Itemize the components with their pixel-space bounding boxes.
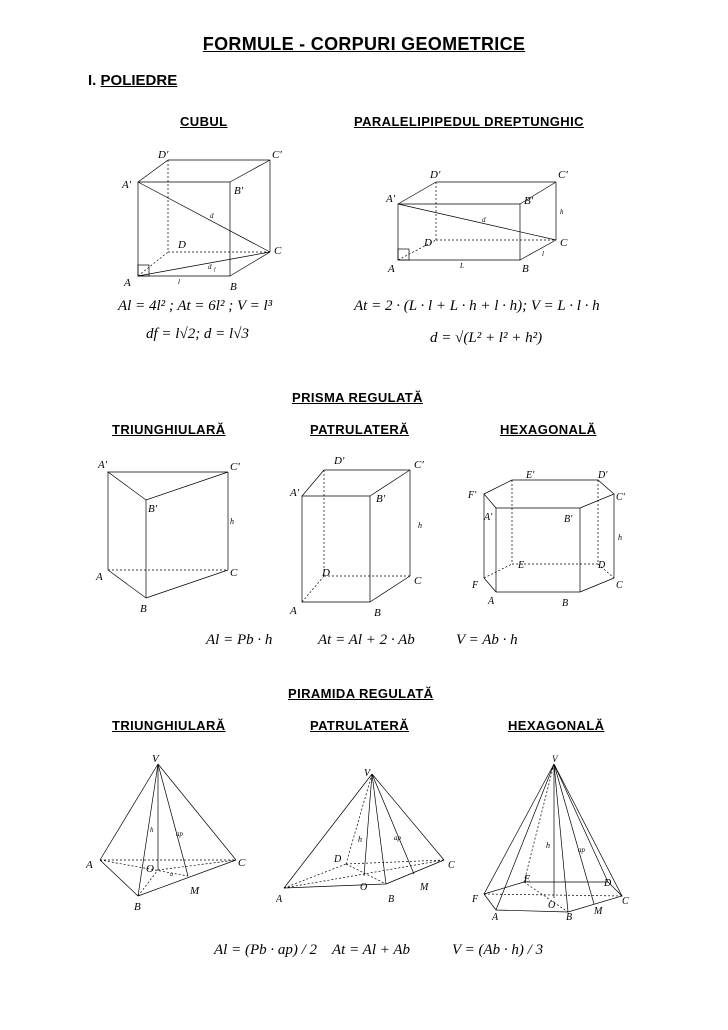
tri-prism-label-h: h <box>230 517 234 526</box>
tri-prism-label-b: B <box>140 603 147 615</box>
quad-pyr-label-b: B <box>388 894 395 905</box>
quad-prism-label-bp: B' <box>376 493 386 505</box>
cube-label-cp: C' <box>272 149 282 161</box>
tri-prism-label-c: C <box>230 567 238 579</box>
para-label-d: D <box>424 237 432 249</box>
quadrilateral-prism-diagram <box>288 450 448 622</box>
hex-pyr-label-b: B <box>566 912 573 922</box>
pyramid-heading: PIRAMIDA REGULATĂ <box>288 686 434 701</box>
quad-pyr-label-o: O <box>360 882 368 893</box>
pyramid-formula-at: At = Al + Ab <box>332 942 411 958</box>
prism-heading: PRISMA REGULATĂ <box>292 390 423 405</box>
quad-pyr-label-a: A <box>276 894 283 905</box>
tri-pyr-label-a-lower: a <box>170 872 173 878</box>
quad-prism-label-d: D <box>322 567 330 579</box>
hex-prism-label-fp: F' <box>468 490 477 501</box>
cube-label-c: C <box>274 245 282 257</box>
cube-formula-2: df = l√2; d = l√3 <box>146 326 249 342</box>
hex-prism-label-a: A <box>488 596 495 607</box>
quad-pyr-label-m: M <box>420 882 429 893</box>
hex-pyr-label-f: F <box>472 894 479 905</box>
prism-formula-v: V = Ab · h <box>456 632 518 648</box>
para-label-bp: B' <box>524 195 534 207</box>
cube-label-b: B <box>230 281 237 293</box>
section-heading <box>88 72 177 89</box>
parallelepiped-heading: PARALELIPIPEDUL DREPTUNGHIC <box>354 114 584 129</box>
hex-pyr-label-m: M <box>594 906 603 917</box>
quad-prism-label-ap: A' <box>290 487 300 499</box>
hex-prism-label-c: C <box>616 580 623 591</box>
cube-formula-1: Al = 4l² ; At = 6l² ; V = l³ <box>118 298 273 314</box>
hex-pyr-label-h: h <box>546 841 550 850</box>
hex-prism-label-h: h <box>618 533 622 542</box>
cube-label-ap: A' <box>122 179 132 191</box>
cube-label-bp: B' <box>234 185 244 197</box>
hex-prism-label-f: F <box>472 580 479 591</box>
cube-label-dp: D' <box>158 149 169 161</box>
section-name: POLIEDRE <box>100 72 178 89</box>
tri-pyr-label-b: B <box>134 901 141 913</box>
para-label-a: A <box>388 263 395 275</box>
pyramid-formula-v: V = (Ab · h) / 3 <box>452 942 544 958</box>
cube-label-diag: d <box>210 212 214 220</box>
tri-prism-label-ap: A' <box>98 459 108 471</box>
parallelepiped-formula-1: At = 2 · (L · l + L · h + l · h); V = L · l · h <box>354 298 600 314</box>
pyramid-type-triangular: TRIUNGHIULARĂ <box>112 718 226 733</box>
cube-label-a: A <box>124 277 131 289</box>
parallelepiped-formula-2: d = √(L² + l² + h²) <box>430 330 543 346</box>
quad-prism-label-h: h <box>418 521 422 530</box>
cube-label-d: D <box>178 239 186 251</box>
hex-prism-label-bp: B' <box>564 514 573 525</box>
quad-pyr-label-d: D <box>334 854 342 865</box>
para-label-diag: d <box>482 216 486 224</box>
quad-prism-label-dp: D' <box>334 455 345 467</box>
para-label-dp: D' <box>430 169 441 181</box>
section-number: I. <box>88 72 97 89</box>
quad-pyr-label-ap: ap <box>394 834 401 842</box>
parallelepiped-diagram <box>380 166 580 278</box>
prism-formula-at: At = Al + 2 · Ab <box>318 632 415 648</box>
tri-pyr-label-o: O <box>146 863 154 875</box>
tri-prism-label-cp: C' <box>230 461 240 473</box>
quad-prism-label-b: B <box>374 607 381 619</box>
quad-prism-label-c: C <box>414 575 422 587</box>
cube-label-df-sub: f <box>214 268 216 273</box>
quad-pyr-label-h: h <box>358 835 362 844</box>
hex-prism-label-dp: D' <box>598 470 608 481</box>
quadrilateral-pyramid-diagram <box>276 764 466 914</box>
triangular-prism-diagram <box>94 456 264 616</box>
prism-type-hexagonal: HEXAGONALĂ <box>500 422 597 437</box>
para-label-c: C <box>560 237 568 249</box>
para-label-b: B <box>522 263 529 275</box>
para-label-h: h <box>560 208 564 216</box>
tri-prism-label-bp: B' <box>148 503 158 515</box>
quad-prism-label-cp: C' <box>414 459 424 471</box>
tri-pyr-label-h: h <box>150 826 154 834</box>
prism-formula-al: Al = Pb · h <box>206 632 273 648</box>
tri-pyr-label-m: M <box>190 885 200 897</box>
hex-prism-label-b: B <box>562 598 569 609</box>
hexagonal-prism-diagram <box>466 464 646 614</box>
prism-type-triangular: TRIUNGHIULARĂ <box>112 422 226 437</box>
cube-label-l: l <box>178 278 180 286</box>
hex-pyr-label-d: D <box>604 878 612 889</box>
cube-diagram <box>118 148 298 293</box>
hex-prism-label-cp: C' <box>616 492 625 503</box>
page-title: FORMULE - CORPURI GEOMETRICE <box>202 34 526 54</box>
tri-pyr-label-v: V <box>152 753 159 765</box>
prism-type-quadrilateral: PATRULATERĂ <box>310 422 409 437</box>
pyramid-type-quadrilateral: PATRULATERĂ <box>310 718 409 733</box>
hex-pyr-label-o: O <box>548 900 556 911</box>
quad-prism-label-a: A <box>290 605 297 617</box>
tri-pyr-label-a: A <box>86 859 93 871</box>
quad-pyr-label-v: V <box>364 768 371 779</box>
para-label-L: L <box>460 262 464 270</box>
cube-label-df: d <box>208 263 212 271</box>
pyramid-type-hexagonal: HEXAGONALĂ <box>508 718 605 733</box>
hex-prism-label-d: D <box>598 560 606 571</box>
hex-prism-label-e: E <box>518 560 525 571</box>
para-label-l: l <box>542 250 544 258</box>
tri-pyr-label-c: C <box>238 857 246 869</box>
triangular-pyramid-diagram <box>86 748 256 916</box>
hexagonal-pyramid-diagram <box>470 750 650 922</box>
quad-pyr-label-c: C <box>448 860 455 871</box>
hex-pyr-label-c: C <box>622 896 629 907</box>
hex-pyr-label-a: A <box>492 912 499 922</box>
para-label-cp: C' <box>558 169 568 181</box>
hex-prism-label-ep: E' <box>526 470 535 481</box>
para-label-ap: A' <box>386 193 396 205</box>
hex-prism-label-ap: A' <box>484 512 493 523</box>
tri-pyr-label-ap: ap <box>176 830 183 838</box>
hex-pyr-label-e: E <box>524 874 531 885</box>
tri-prism-label-a: A <box>96 571 103 583</box>
cube-heading: CUBUL <box>180 114 228 129</box>
hex-pyr-label-ap: ap <box>578 846 585 854</box>
hex-pyr-label-v: V <box>552 754 558 764</box>
pyramid-formula-al: Al = (Pb · ap) / 2 <box>214 942 318 958</box>
